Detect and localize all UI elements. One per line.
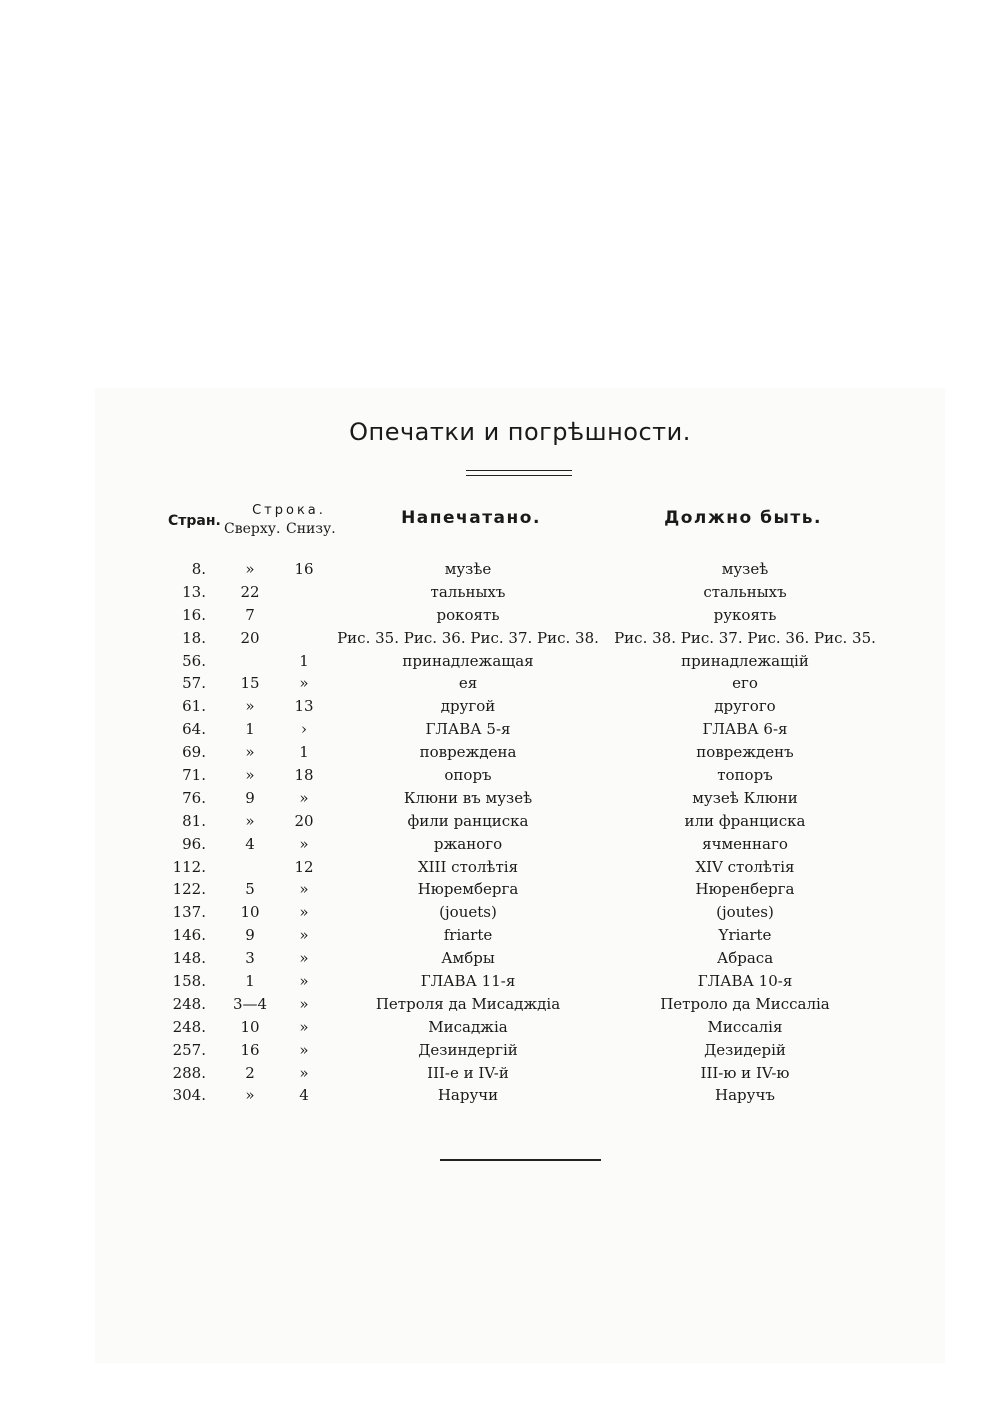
cell-page: 13. xyxy=(182,582,206,601)
cell-page: 71. xyxy=(182,766,206,785)
header-printed: Напечатано. xyxy=(401,508,541,528)
cell-correct: XIV столѣтія xyxy=(695,857,795,876)
cell-from-bottom: » xyxy=(299,674,309,693)
cell-page: 257. xyxy=(172,1040,206,1059)
cell-correct: Рис. 38. Рис. 37. Рис. 36. Рис. 35. xyxy=(614,628,876,647)
cell-printed: фили ранциска xyxy=(407,811,529,830)
cell-printed: Рис. 35. Рис. 36. Рис. 37. Рис. 38. xyxy=(337,628,599,647)
cell-from-bottom: » xyxy=(299,1017,309,1036)
cell-printed: ея xyxy=(458,674,478,693)
cell-from-bottom: 1 xyxy=(299,743,309,762)
cell-printed: Наручи xyxy=(437,1086,499,1105)
cell-from-top: 20 xyxy=(240,628,260,647)
table-row xyxy=(0,672,1000,695)
cell-correct: стальныхъ xyxy=(703,582,787,601)
cell-from-top: » xyxy=(245,766,255,785)
cell-from-top: 1 xyxy=(245,720,255,739)
table-row xyxy=(0,741,1000,764)
header-from-bottom: Снизу. xyxy=(286,521,336,537)
cell-printed: Амбры xyxy=(441,949,495,968)
cell-from-top: 2 xyxy=(245,1063,255,1082)
cell-printed: Дезиндергій xyxy=(418,1040,518,1059)
cell-page: 304. xyxy=(172,1086,206,1105)
cell-correct: III-ю и IV-ю xyxy=(700,1063,790,1082)
cell-from-top: » xyxy=(245,811,255,830)
cell-page: 137. xyxy=(172,903,206,922)
cell-from-bottom: » xyxy=(299,972,309,991)
cell-from-bottom: 18 xyxy=(294,766,314,785)
cell-from-top: 9 xyxy=(245,788,255,807)
cell-page: 146. xyxy=(172,926,206,945)
table-row xyxy=(0,604,1000,627)
table-row xyxy=(0,650,1000,673)
cell-printed: friarte xyxy=(443,926,493,945)
cell-correct: другого xyxy=(714,697,776,716)
table-row xyxy=(0,878,1000,901)
table-row xyxy=(0,993,1000,1016)
cell-printed: рокоять xyxy=(436,605,500,624)
cell-printed: XIII столѣтія xyxy=(417,857,519,876)
cell-from-bottom: » xyxy=(299,1063,309,1082)
cell-printed: опоръ xyxy=(444,766,492,785)
table-row xyxy=(0,970,1000,993)
title-double-rule xyxy=(466,470,572,476)
cell-printed: другой xyxy=(440,697,496,716)
cell-from-top: 9 xyxy=(245,926,255,945)
cell-from-bottom: 13 xyxy=(294,697,314,716)
cell-correct: принадлежащій xyxy=(681,651,809,670)
cell-from-top: » xyxy=(245,697,255,716)
cell-printed: ГЛАВА 5-я xyxy=(425,720,511,739)
cell-from-top: 3—4 xyxy=(232,994,268,1013)
cell-from-bottom: » xyxy=(299,949,309,968)
cell-correct: музеѣ xyxy=(721,560,769,578)
cell-from-bottom: » xyxy=(299,1040,309,1059)
cell-page: 64. xyxy=(182,720,206,739)
table-row xyxy=(0,581,1000,604)
table-row xyxy=(0,787,1000,810)
cell-from-bottom: 1 xyxy=(299,651,309,670)
cell-printed: Петроля да Мисадждіа xyxy=(375,994,561,1013)
cell-page: 56. xyxy=(182,651,206,670)
cell-correct: Наручъ xyxy=(715,1086,775,1105)
cell-correct: рукоять xyxy=(713,605,777,624)
cell-printed: Нюремберга xyxy=(417,880,519,899)
table-row xyxy=(0,718,1000,741)
table-row xyxy=(0,1084,1000,1107)
cell-from-top: 3 xyxy=(245,949,255,968)
cell-from-bottom: 4 xyxy=(299,1086,309,1105)
cell-from-bottom: » xyxy=(299,834,309,853)
cell-printed: Мисаджіа xyxy=(428,1017,508,1036)
cell-from-top: » xyxy=(245,743,255,762)
cell-correct: (joutes) xyxy=(716,903,774,922)
table-row xyxy=(0,1062,1000,1085)
cell-correct: или франциска xyxy=(684,811,806,830)
cell-printed: Клюни въ музеѣ xyxy=(403,788,533,807)
cell-correct: Миссалія xyxy=(707,1017,783,1036)
errata-table xyxy=(0,558,1000,1107)
cell-page: 69. xyxy=(182,743,206,762)
cell-page: 248. xyxy=(172,1017,206,1036)
cell-page: 96. xyxy=(182,834,206,853)
table-row xyxy=(0,924,1000,947)
cell-correct: Yriarte xyxy=(718,926,772,945)
table-row xyxy=(0,764,1000,787)
cell-page: 18. xyxy=(182,628,206,647)
cell-page: 76. xyxy=(182,788,206,807)
cell-correct: ячменнаго xyxy=(702,834,788,853)
cell-page: 248. xyxy=(172,994,206,1013)
cell-from-bottom: » xyxy=(299,903,309,922)
cell-from-top: » xyxy=(245,560,255,578)
cell-page: 122. xyxy=(172,880,206,899)
cell-correct: музеѣ Клюни xyxy=(692,788,798,807)
cell-printed: тальныхъ xyxy=(430,582,506,601)
closing-rule xyxy=(440,1159,601,1161)
cell-from-top: 22 xyxy=(240,582,260,601)
cell-from-top: 16 xyxy=(240,1040,260,1059)
table-row xyxy=(0,695,1000,718)
cell-from-top: 10 xyxy=(240,1017,260,1036)
cell-from-bottom: 20 xyxy=(294,811,314,830)
cell-from-bottom: 16 xyxy=(294,560,314,578)
cell-from-top: 10 xyxy=(240,903,260,922)
cell-printed: ржаного xyxy=(433,834,503,853)
table-row xyxy=(0,1039,1000,1062)
cell-correct: его xyxy=(732,674,758,693)
cell-from-top: 1 xyxy=(245,972,255,991)
header-correct: Должно быть. xyxy=(664,508,822,528)
header-page: Стран. xyxy=(168,513,221,529)
cell-page: 8. xyxy=(191,560,206,578)
cell-printed: ГЛАВА 11-я xyxy=(420,972,516,991)
cell-correct: ГЛАВА 6-я xyxy=(702,720,788,739)
table-row xyxy=(0,947,1000,970)
table-row xyxy=(0,558,1000,581)
table-row xyxy=(0,901,1000,924)
cell-printed: музѣе xyxy=(444,560,492,578)
page-title: Опечатки и погрѣшности. xyxy=(349,418,691,446)
cell-page: 57. xyxy=(182,674,206,693)
cell-from-top: » xyxy=(245,1086,255,1105)
cell-correct: Дезидерій xyxy=(704,1040,786,1059)
table-row xyxy=(0,627,1000,650)
cell-correct: ГЛАВА 10-я xyxy=(697,972,793,991)
cell-from-top: 5 xyxy=(245,880,255,899)
cell-page: 16. xyxy=(182,605,206,624)
header-line: Строка. xyxy=(252,503,326,518)
table-row xyxy=(0,833,1000,856)
header-from-top: Сверху. xyxy=(224,521,281,537)
cell-from-top: 4 xyxy=(245,834,255,853)
cell-page: 158. xyxy=(172,972,206,991)
cell-from-top: 7 xyxy=(245,605,255,624)
cell-correct: Петроло да Миссаліа xyxy=(660,994,830,1013)
cell-printed: III-е и IV-й xyxy=(427,1063,509,1082)
cell-correct: топоръ xyxy=(717,766,773,785)
cell-from-bottom: » xyxy=(299,994,309,1013)
cell-page: 148. xyxy=(172,949,206,968)
cell-from-bottom: 12 xyxy=(294,857,314,876)
cell-from-bottom: » xyxy=(299,926,309,945)
table-row xyxy=(0,810,1000,833)
cell-from-top: 15 xyxy=(240,674,260,693)
cell-from-bottom: › xyxy=(301,720,307,739)
table-row xyxy=(0,1016,1000,1039)
cell-page: 81. xyxy=(182,811,206,830)
cell-page: 288. xyxy=(172,1063,206,1082)
cell-printed: (jouets) xyxy=(439,903,497,922)
cell-correct: Нюренберга xyxy=(695,880,795,899)
cell-correct: Абраса xyxy=(716,949,774,968)
cell-from-bottom: » xyxy=(299,880,309,899)
cell-correct: поврежденъ xyxy=(696,743,794,762)
cell-printed: повреждена xyxy=(419,743,517,762)
cell-printed: принадлежащая xyxy=(402,651,534,670)
table-row xyxy=(0,856,1000,879)
cell-page: 112. xyxy=(172,857,206,876)
cell-from-bottom: » xyxy=(299,788,309,807)
cell-page: 61. xyxy=(182,697,206,716)
